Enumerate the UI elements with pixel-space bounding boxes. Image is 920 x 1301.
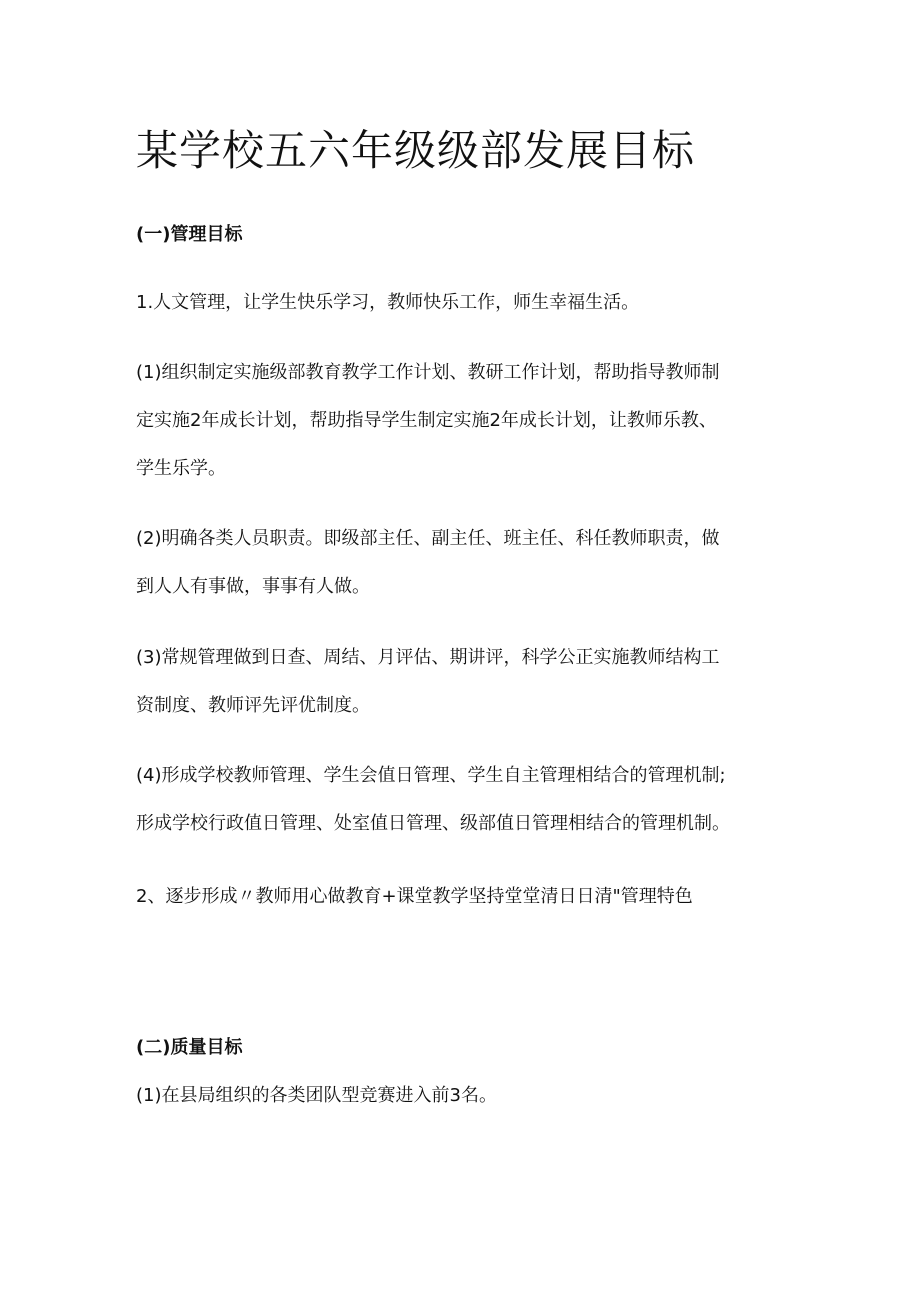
paragraph-item-3 xyxy=(136,644,796,740)
paragraph-line: 2、逐步形成〃教师用心做教育+课堂教学坚持堂堂清日日清"管理特色 xyxy=(136,886,693,907)
paragraph-management-feature xyxy=(136,883,796,931)
paragraph-line: (1)组织制定实施级部教育教学工作计划、教研工作计划，帮助指导教师制 xyxy=(136,362,720,383)
paragraph-line: 学生乐学。 xyxy=(136,458,226,479)
paragraph-line: 到人人有事做，事事有人做。 xyxy=(136,576,370,597)
paragraph-quality-item-1 xyxy=(136,1082,796,1130)
paragraph-humanistic-management xyxy=(136,289,796,337)
paragraph-line: (4)形成学校教师管理、学生会值日管理、学生自主管理相结合的管理机制; xyxy=(136,765,726,786)
paragraph-item-4 xyxy=(136,762,796,858)
paragraph-line: (3)常规管理做到日查、周结、月评估、期讲评，科学公正实施教师结构工 xyxy=(136,647,720,668)
paragraph-line: (2)明确各类人员职责。即级部主任、副主任、班主任、科任教师职责，做 xyxy=(136,528,720,549)
paragraph-line: (1)在县局组织的各类团队型竞赛进入前3名。 xyxy=(136,1085,497,1106)
paragraph-item-2 xyxy=(136,525,796,621)
document-title: 某学校五六年级级部发展目标 xyxy=(136,126,696,175)
paragraph-line: 1.人文管理，让学生快乐学习，教师快乐工作，师生幸福生活。 xyxy=(136,292,640,313)
section-heading-quality: (二)质量目标 xyxy=(136,1037,243,1058)
paragraph-line: 定实施2年成长计划，帮助指导学生制定实施2年成长计划，让教师乐教、 xyxy=(136,410,717,431)
paragraph-line: 形成学校行政值日管理、处室值日管理、级部值日管理相结合的管理机制。 xyxy=(136,813,730,834)
section-heading-management: (一)管理目标 xyxy=(136,224,243,245)
paragraph-line: 资制度、教师评先评优制度。 xyxy=(136,695,370,716)
paragraph-item-1 xyxy=(136,359,796,503)
